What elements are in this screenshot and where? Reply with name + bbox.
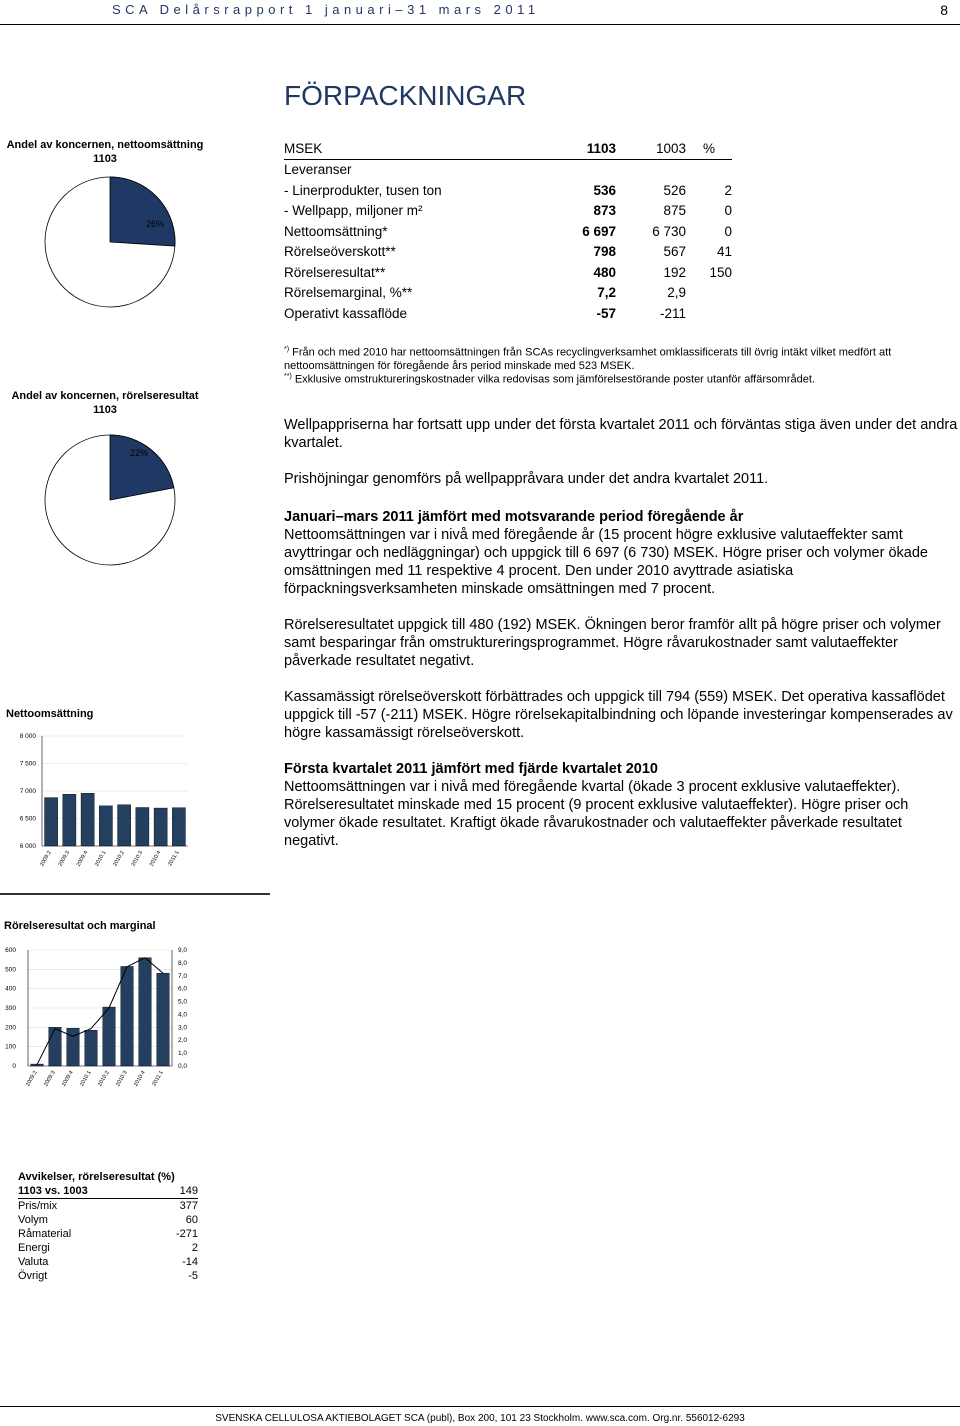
bar <box>154 808 167 846</box>
row-label: Råmaterial <box>18 1228 72 1240</box>
footnote-1-mark: *) <box>284 346 290 353</box>
pie1-percent: 26% <box>146 219 165 229</box>
body-text <box>284 416 960 850</box>
x-tick-label: 2010:2 <box>97 1070 111 1088</box>
table-row <box>284 303 732 324</box>
row-label: Pris/mix <box>18 1200 58 1212</box>
y-right-tick-label: 8,0 <box>178 959 188 967</box>
y-right-tick-label: 3,0 <box>178 1024 188 1032</box>
cell: 873 <box>593 203 616 219</box>
table-row <box>18 1199 198 1214</box>
x-tick-label: 2009:3 <box>57 850 72 868</box>
report-header: SCA Delårsrapport 1 januari–31 mars 2011 <box>112 2 540 17</box>
pie1-label-line1: Andel av koncernen, nettoomsättning <box>6 139 204 151</box>
table-header-row <box>284 138 732 159</box>
x-tick-label: 2010:2 <box>112 850 126 868</box>
y-left-tick-label: 600 <box>5 947 16 954</box>
table-row <box>18 1255 198 1269</box>
cell <box>686 283 732 304</box>
cell: 2 <box>191 1242 198 1254</box>
cell: 2 <box>724 182 732 198</box>
table-row <box>18 1241 198 1255</box>
section-title: FÖRPACKNINGAR <box>284 80 527 111</box>
cell: 526 <box>663 182 686 198</box>
pie1-label <box>0 138 210 166</box>
deviation-title: Avvikelser, rörelseresultat (%) <box>18 1171 175 1183</box>
bar <box>103 1007 116 1066</box>
paragraph: Prishöjningar genomförs på wellpappråvara under det andra kvartalet 2011. <box>284 471 769 487</box>
bar <box>85 1030 98 1066</box>
header-rule <box>0 24 960 25</box>
cell: 6 730 <box>652 223 686 239</box>
x-tick-label: 2010:1 <box>79 1070 93 1088</box>
table-row <box>18 1227 198 1241</box>
footnote-1-text: Från och med 2010 har nettoomsättningen från SCAs recyclingverksamhet omklassificerats till övrig intäkt vilket medfört att nettoomsättningen för föregående års period minskade med 523 MSEK. <box>284 346 892 372</box>
y-right-tick-label: 7,0 <box>178 972 188 980</box>
paragraph: Nettoomsättningen var i nivå med föregående kvartal (ökade 3 procent exklusive valutaeffekter). Rörelseresultatet minskade med 15 procent (9 procent exklusive valutaeffekter). Högre priser och volymer ökade resultatet. Kraftigt ökade råvarukostnader och valutaeffekter påverkade resultatet negativt. <box>284 779 909 849</box>
cell: -5 <box>188 1270 198 1282</box>
pie2-label-line1: Andel av koncernen, rörelseresultat <box>11 390 199 402</box>
table-row <box>284 159 732 180</box>
y-right-tick-label: 1,0 <box>178 1050 188 1058</box>
x-tick-label: 2010:1 <box>93 850 108 868</box>
row-label: Operativt kassaflöde <box>284 305 408 321</box>
x-tick-label: 2009:3 <box>43 1070 57 1088</box>
footer: SVENSKA CELLULOSA AKTIEBOLAGET SCA (publ), Box 200, 101 23 Stockholm. www.sca.com. Org.nr. 556012-6293 <box>215 1413 745 1424</box>
cell: 150 <box>709 264 732 280</box>
cell: 41 <box>716 244 732 260</box>
table-row <box>18 1213 198 1227</box>
bar <box>136 808 149 847</box>
y-tick-label: 8 000 <box>19 733 36 740</box>
row-label: Rörelseöverskott** <box>284 244 396 260</box>
x-tick-label: 2010:3 <box>115 1070 129 1088</box>
subheading: Första kvartalet 2011 jämfört med fjärde kvartalet 2010 <box>284 761 658 777</box>
header-cell: % <box>686 138 732 159</box>
x-tick-label: 2011:1 <box>151 1070 165 1088</box>
cell: 377 <box>179 1200 198 1212</box>
x-tick-label: 2009:4 <box>61 1070 75 1088</box>
cell: 798 <box>593 244 616 260</box>
pie2-percent: 22% <box>130 448 149 458</box>
cell: -271 <box>175 1228 198 1240</box>
row-label: Rörelsemarginal, %** <box>284 285 413 301</box>
footnote-2 <box>284 370 960 387</box>
cell <box>560 159 616 180</box>
y-left-tick-label: 100 <box>5 1043 16 1051</box>
x-tick-label: 2009:2 <box>39 850 53 868</box>
x-tick-label: 2010:3 <box>130 850 145 868</box>
pie1-label-line2: 1103 <box>93 153 117 165</box>
row-label: Volym <box>18 1214 48 1226</box>
cell: 7,2 <box>597 285 616 301</box>
footnote-2-text: Exklusive omstruktureringskostnader vilka redovisas som jämförelsestörande poster utanför affärsområdet. <box>294 373 815 386</box>
y-left-tick-label: 300 <box>5 1005 16 1012</box>
y-left-tick-label: 400 <box>5 985 16 993</box>
cell <box>686 303 732 324</box>
paragraph: Nettoomsättningen var i nivå med föregående år (15 procent högre exklusive valutaeffekter samt avyttringar och nedläggningar) och uppgick till 6 697 (6 730) MSEK. Högre priser och volymer ökade omsättningen med 11 respektive 4 procent. Den under 2010 avyttrade asiatiska förpackningsverksamheten minskade omsättningen med 7 procent. <box>284 527 928 597</box>
key-figures-table <box>284 138 732 324</box>
row-label: Nettoomsättning* <box>284 223 388 239</box>
bar <box>172 808 185 846</box>
cell: 536 <box>593 182 616 198</box>
pie2-label <box>0 389 210 417</box>
cell: 60 <box>185 1214 198 1226</box>
row-label: - Wellpapp, miljoner m² <box>284 203 423 219</box>
cell: 0 <box>724 203 732 219</box>
row-label: Övrigt <box>18 1270 48 1282</box>
chart2 <box>0 940 230 1110</box>
bar <box>157 973 170 1066</box>
paragraph: Wellpappriserna har fortsatt upp under det första kvartalet 2011 och förväntas stiga även under det andra kvartalet. <box>284 417 958 451</box>
y-right-tick-label: 4,0 <box>178 1011 188 1019</box>
bar <box>45 798 58 846</box>
x-tick-label: 2011:1 <box>167 850 181 868</box>
y-left-tick-label: 200 <box>5 1024 16 1032</box>
cell: 0 <box>724 223 732 239</box>
cell: 875 <box>663 203 686 219</box>
page-number: 8 <box>940 2 948 18</box>
table-row <box>284 221 732 242</box>
subheading: Januari–mars 2011 jämfört med motsvarande period föregående år <box>284 509 744 525</box>
row-label: Energi <box>18 1242 50 1254</box>
bar <box>63 794 76 846</box>
x-tick-label: 2009:2 <box>25 1070 39 1088</box>
bar <box>81 793 94 846</box>
y-right-tick-label: 9,0 <box>178 947 188 954</box>
bar <box>118 805 131 846</box>
cell: -14 <box>182 1256 198 1268</box>
bar <box>99 806 112 846</box>
cell: 480 <box>593 264 616 280</box>
x-tick-label: 2009:4 <box>75 850 90 868</box>
y-tick-label: 7 000 <box>19 788 36 795</box>
cell: 192 <box>663 264 686 280</box>
y-tick-label: 6 500 <box>19 815 36 823</box>
pie1-slice <box>110 177 175 246</box>
y-right-tick-label: 6,0 <box>178 985 188 993</box>
table-row <box>284 180 732 201</box>
y-right-tick-label: 0,0 <box>178 1063 188 1070</box>
bar <box>139 958 152 1066</box>
paragraph: Rörelseresultatet uppgick till 480 (192) MSEK. Ökningen beror framför allt på högre priser och volymer samt besparingar från omstruktureringsprogrammet. Högre råvarukostnader samt valutaeffekter påverkade resultatet negativt. <box>284 617 941 669</box>
cell: 2,9 <box>667 285 686 301</box>
cell: 567 <box>663 244 686 260</box>
chart1-title: Nettoomsättning <box>6 708 94 720</box>
pie1-chart <box>40 172 230 322</box>
footnote-2-mark: **) <box>284 373 292 380</box>
cell <box>686 159 732 180</box>
table-row <box>284 242 732 263</box>
divider <box>0 893 270 895</box>
chart1 <box>0 726 230 886</box>
deviation-table <box>18 1170 198 1283</box>
pie2-label-line2: 1103 <box>93 404 117 416</box>
bar <box>49 1027 62 1066</box>
row-label: Valuta <box>18 1256 49 1268</box>
table-row <box>284 262 732 283</box>
y-tick-label: 6 000 <box>19 843 36 850</box>
cell: 6 697 <box>582 223 616 239</box>
header-cell: MSEK <box>284 138 560 159</box>
footer-rule <box>0 1406 960 1407</box>
header-cell: 1103 <box>560 138 616 159</box>
row-label: Leveranser <box>284 162 352 178</box>
y-left-tick-label: 500 <box>5 966 16 974</box>
deviation-total: 149 <box>179 1185 198 1197</box>
footnote-1 <box>284 343 960 373</box>
cell: -57 <box>596 305 616 321</box>
row-label: - Linerprodukter, tusen ton <box>284 182 442 198</box>
table-row <box>284 201 732 222</box>
y-right-tick-label: 2,0 <box>178 1037 188 1045</box>
cell <box>616 159 686 180</box>
deviation-subtitle: 1103 vs. 1003 <box>18 1185 88 1197</box>
y-right-tick-label: 5,0 <box>178 998 188 1006</box>
y-tick-label: 7 500 <box>19 760 36 768</box>
paragraph: Kassamässigt rörelseöverskott förbättrades och uppgick till 794 (559) MSEK. Det operativa kassaflödet uppgick till -57 (-211) MSEK. Högre rörelsekapitalbindning och löpande investeringar kompenserades av högre kassamässigt rörelseöverskott. <box>284 689 953 741</box>
bar <box>121 966 134 1066</box>
x-tick-label: 2010:4 <box>133 1070 147 1088</box>
cell: -211 <box>659 305 686 321</box>
table-row <box>18 1269 198 1283</box>
y-left-tick-label: 0 <box>12 1063 16 1070</box>
chart2-title: Rörelseresultat och marginal <box>4 920 156 932</box>
table-row <box>284 283 732 304</box>
x-tick-label: 2010:4 <box>148 850 163 868</box>
header-cell: 1003 <box>616 138 686 159</box>
row-label: Rörelseresultat** <box>284 264 386 280</box>
